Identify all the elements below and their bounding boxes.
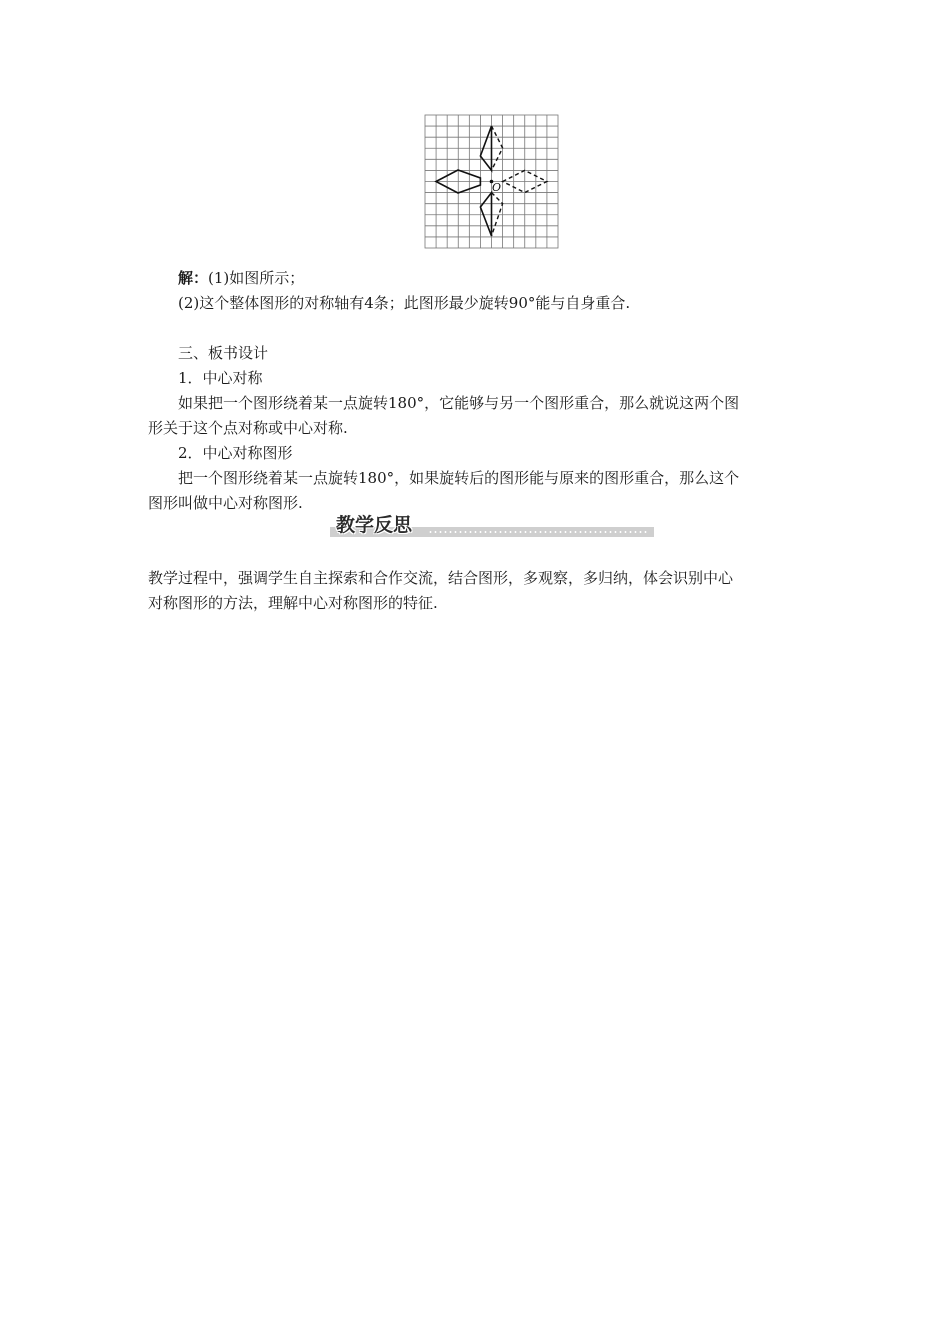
board-item2-title: 2．中心对称图形 xyxy=(178,444,293,462)
solution-part-1: (1)如图所示； xyxy=(208,269,305,287)
solution-label: 解： xyxy=(178,269,209,287)
kite-bottom-dashed xyxy=(492,193,503,236)
center-label: O xyxy=(492,181,502,194)
grid-diagram xyxy=(424,114,560,250)
symmetry-figure xyxy=(424,114,560,250)
board-item1-line2: 形关于这个点对称或中心对称. xyxy=(148,419,348,437)
banner-dots xyxy=(428,531,648,533)
board-item2-line1: 把一个图形绕着某一点旋转180°，如果旋转后的图形能与原来的图形重合，那么这个 xyxy=(178,469,740,487)
board-item1-line1: 如果把一个图形绕着某一点旋转180°，它能够与另一个图形重合，那么就说这两个图 xyxy=(178,394,740,412)
board-heading: 三、板书设计 xyxy=(178,344,269,362)
solution-part-2: (2)这个整体图形的对称轴有4条；此图形最少旋转90°能与自身重合. xyxy=(178,294,631,312)
reflection-line-1: 教学过程中，强调学生自主探索和合作交流，结合图形，多观察，多归纳，体会识别中心 xyxy=(148,569,734,587)
board-item2-line2: 图形叫做中心对称图形. xyxy=(148,494,303,512)
board-item1-title: 1．中心对称 xyxy=(178,369,263,387)
banner-title: 教学反思 xyxy=(336,514,413,536)
solution-line-1 xyxy=(0,268,304,288)
reflection-banner xyxy=(330,513,654,539)
reflection-line-2: 对称图形的方法，理解中心对称图形的特征. xyxy=(148,594,438,612)
kite-bottom xyxy=(480,193,491,236)
